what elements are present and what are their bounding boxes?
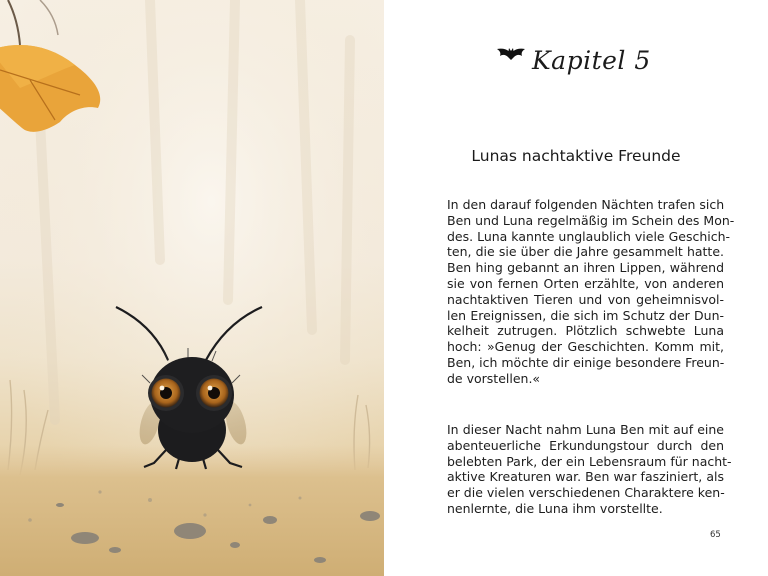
text-line: de vorstellen.« [447,370,541,386]
text-line: Ben hing gebannt an ihren Lippen, während [447,260,724,276]
text-line: aktive Kreaturen war. Ben war fasziniert, als [447,469,724,485]
text-line: len Ereignissen, die sich im Schutz der Dun- [447,307,724,323]
bat-icon [496,44,526,64]
chapter-label: Kapitel 5 [532,46,651,75]
text-line: sie von fernen Orten erzählte, von anderen [447,275,724,291]
paragraph-1 [447,197,735,387]
text-line: er die vielen verschiedenen Charaktere ken- [447,485,725,501]
text-line: Ben und Luna regelmäßig im Schein des Mon- [447,212,735,228]
text-line: In dieser Nacht nahm Luna Ben mit auf eine [447,422,724,437]
chapter-heading [496,46,651,75]
chapter-title: Lunas nachtaktive Freunde [471,147,681,165]
text-line: nachtaktiven Tieren und von geheimnisvol- [447,291,724,307]
text-line: nenlernte, die Luna ihm vorstellte. [447,500,663,516]
page-number: 65 [710,530,721,540]
text-line: In den darauf folgenden Nächten trafen sich [447,197,725,212]
paragraph-2 [447,422,732,517]
text-line: kelheit zutrugen. Plötzlich schwebte Luna [447,323,724,339]
text-line: Ben, ich möchte dir einige besondere Freun- [447,354,725,370]
text-line: belebten Park, der ein Lebensraum für nacht- [447,453,732,469]
text-line: ten, die sie über die Jahre gesammelt hatte. [447,244,724,260]
text-line: des. Luna kannte unglaublich viele Geschich- [447,228,731,244]
text-line: hoch: »Genug der Geschichten. Komm mit, [447,339,724,355]
text-line: abenteuerliche Erkundungstour durch den [447,437,724,453]
